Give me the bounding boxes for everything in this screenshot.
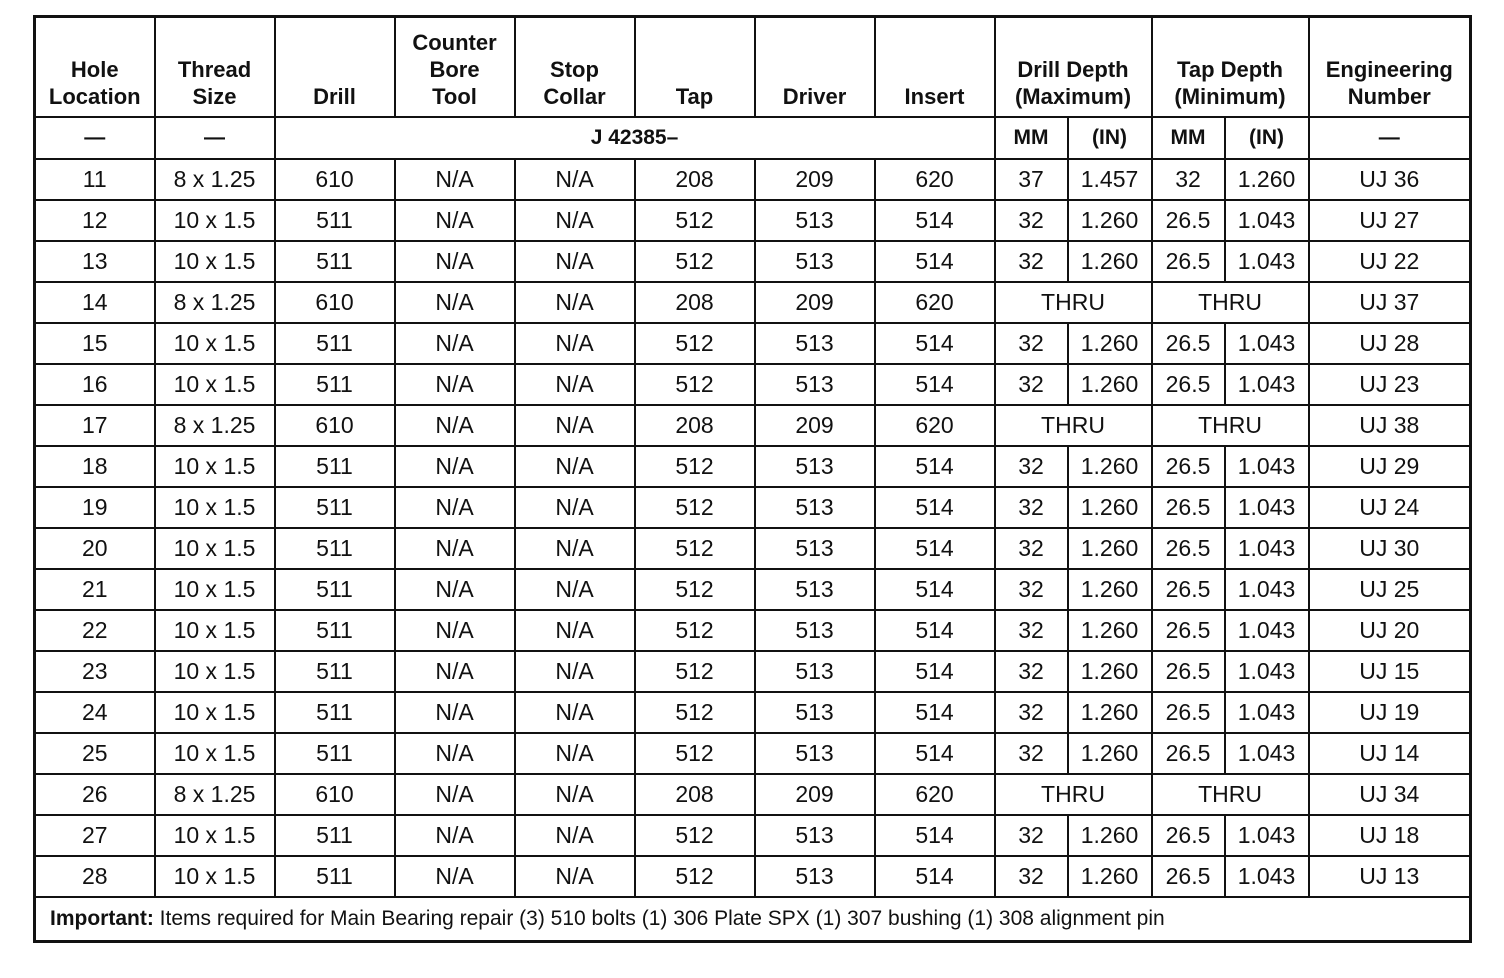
insert-cell: 514 xyxy=(875,692,995,733)
tap-depth-mm-cell: 26.5 xyxy=(1152,815,1225,856)
engineering-number-cell: UJ 15 xyxy=(1309,651,1471,692)
driver-cell: 513 xyxy=(755,815,875,856)
tap-cell: 512 xyxy=(635,692,755,733)
drill-depth-cell: THRU xyxy=(995,282,1152,323)
drill-cell: 511 xyxy=(275,323,395,364)
hole-location-cell: 18 xyxy=(35,446,155,487)
drill-depth-mm-cell: 32 xyxy=(995,651,1068,692)
engineering-number-cell: UJ 22 xyxy=(1309,241,1471,282)
tap-cell: 512 xyxy=(635,610,755,651)
driver-cell: 513 xyxy=(755,241,875,282)
table-row xyxy=(35,405,1471,446)
drill-depth-in-cell: 1.260 xyxy=(1068,241,1152,282)
drill-depth-in-cell: 1.260 xyxy=(1068,692,1152,733)
engineering-number-cell: UJ 25 xyxy=(1309,569,1471,610)
table-row xyxy=(35,487,1471,528)
tap-depth-cell: THRU xyxy=(1152,405,1309,446)
engineering-number-cell: UJ 28 xyxy=(1309,323,1471,364)
drill-depth-mm-cell: 32 xyxy=(995,733,1068,774)
hole-location-cell: 25 xyxy=(35,733,155,774)
column-header-line: Drill xyxy=(313,84,356,109)
thread-size-cell: 10 x 1.5 xyxy=(155,815,275,856)
subheader-row xyxy=(35,117,1471,159)
column-header-tap_depth xyxy=(1152,17,1309,118)
thread-size-cell: 10 x 1.5 xyxy=(155,241,275,282)
counter-bore-tool-cell: N/A xyxy=(395,364,515,405)
counter-bore-tool-cell: N/A xyxy=(395,405,515,446)
stop-collar-cell: N/A xyxy=(515,405,635,446)
tool-spec-table xyxy=(33,15,1472,943)
table-row xyxy=(35,692,1471,733)
insert-cell: 620 xyxy=(875,282,995,323)
drill-depth-cell: THRU xyxy=(995,405,1152,446)
tap-depth-in-cell: 1.260 xyxy=(1225,159,1309,200)
tap-depth-cell: THRU xyxy=(1152,774,1309,815)
insert-cell: 514 xyxy=(875,815,995,856)
insert-cell: 620 xyxy=(875,159,995,200)
table-row xyxy=(35,733,1471,774)
counter-bore-tool-cell: N/A xyxy=(395,733,515,774)
counter-bore-tool-cell: N/A xyxy=(395,815,515,856)
column-header-line: Drill Depth xyxy=(1017,57,1129,82)
tap-depth-in-cell: 1.043 xyxy=(1225,323,1309,364)
engineering-number-cell: UJ 38 xyxy=(1309,405,1471,446)
tap-cell: 512 xyxy=(635,569,755,610)
stop-collar-cell: N/A xyxy=(515,323,635,364)
tap-cell: 512 xyxy=(635,200,755,241)
engineering-number-cell: UJ 19 xyxy=(1309,692,1471,733)
tool-number-prefix: J 42385– xyxy=(275,117,995,159)
counter-bore-tool-cell: N/A xyxy=(395,241,515,282)
drill-cell: 511 xyxy=(275,651,395,692)
column-header-drill xyxy=(275,17,395,118)
counter-bore-tool-cell: N/A xyxy=(395,651,515,692)
drill-depth-mm-cell: 32 xyxy=(995,364,1068,405)
hole-location-cell: 20 xyxy=(35,528,155,569)
counter-bore-tool-cell: N/A xyxy=(395,528,515,569)
drill-depth-mm-label: MM xyxy=(995,117,1068,159)
drill-depth-cell: THRU xyxy=(995,774,1152,815)
drill-depth-mm-cell: 32 xyxy=(995,856,1068,897)
drill-depth-in-cell: 1.260 xyxy=(1068,446,1152,487)
drill-depth-in-cell: 1.260 xyxy=(1068,323,1152,364)
drill-depth-mm-cell: 32 xyxy=(995,569,1068,610)
driver-cell: 209 xyxy=(755,159,875,200)
drill-depth-mm-cell: 32 xyxy=(995,692,1068,733)
thread-size-cell: 10 x 1.5 xyxy=(155,692,275,733)
hole-location-cell: 14 xyxy=(35,282,155,323)
drill-cell: 511 xyxy=(275,856,395,897)
insert-cell: 514 xyxy=(875,364,995,405)
thread-size-cell: 8 x 1.25 xyxy=(155,774,275,815)
insert-cell: 514 xyxy=(875,651,995,692)
thread-size-cell: 10 x 1.5 xyxy=(155,323,275,364)
tap-depth-mm-cell: 26.5 xyxy=(1152,856,1225,897)
column-header-line: Hole xyxy=(70,57,119,82)
column-header-line: Location xyxy=(48,84,141,109)
tap-cell: 512 xyxy=(635,487,755,528)
stop-collar-cell: N/A xyxy=(515,815,635,856)
insert-cell: 514 xyxy=(875,200,995,241)
tap-depth-in-cell: 1.043 xyxy=(1225,200,1309,241)
insert-cell: 514 xyxy=(875,569,995,610)
driver-cell: 513 xyxy=(755,610,875,651)
tap-depth-mm-cell: 26.5 xyxy=(1152,487,1225,528)
thread-size-cell: 10 x 1.5 xyxy=(155,569,275,610)
tap-cell: 512 xyxy=(635,651,755,692)
hole-location-cell: 22 xyxy=(35,610,155,651)
thread-size-cell: 8 x 1.25 xyxy=(155,159,275,200)
column-header-hole xyxy=(35,17,155,118)
drill-depth-mm-cell: 32 xyxy=(995,487,1068,528)
tap-depth-in-label: (IN) xyxy=(1225,117,1309,159)
drill-cell: 511 xyxy=(275,815,395,856)
thread-size-cell: 10 x 1.5 xyxy=(155,651,275,692)
tap-depth-mm-cell: 26.5 xyxy=(1152,528,1225,569)
driver-cell: 513 xyxy=(755,528,875,569)
drill-depth-in-cell: 1.260 xyxy=(1068,487,1152,528)
drill-depth-mm-cell: 32 xyxy=(995,815,1068,856)
drill-cell: 511 xyxy=(275,487,395,528)
counter-bore-tool-cell: N/A xyxy=(395,774,515,815)
driver-cell: 513 xyxy=(755,364,875,405)
tap-depth-in-cell: 1.043 xyxy=(1225,569,1309,610)
drill-depth-mm-cell: 32 xyxy=(995,200,1068,241)
thread-size-cell: 8 x 1.25 xyxy=(155,405,275,446)
thread-size-cell: 10 x 1.5 xyxy=(155,200,275,241)
thread-size-cell: 10 x 1.5 xyxy=(155,733,275,774)
table-row xyxy=(35,323,1471,364)
important-note xyxy=(35,897,1471,942)
header-row xyxy=(35,17,1471,118)
stop-collar-cell: N/A xyxy=(515,569,635,610)
drill-cell: 511 xyxy=(275,692,395,733)
column-header-line: Number xyxy=(1347,84,1431,109)
driver-cell: 513 xyxy=(755,692,875,733)
column-header-line: (Minimum) xyxy=(1174,84,1286,109)
tap-cell: 512 xyxy=(635,446,755,487)
stop-collar-cell: N/A xyxy=(515,692,635,733)
column-header-thread xyxy=(155,17,275,118)
stop-collar-cell: N/A xyxy=(515,200,635,241)
drill-depth-in-cell: 1.260 xyxy=(1068,815,1152,856)
tap-cell: 512 xyxy=(635,528,755,569)
stop-collar-cell: N/A xyxy=(515,282,635,323)
thread-size-cell: 10 x 1.5 xyxy=(155,856,275,897)
table-row xyxy=(35,159,1471,200)
engineering-number-cell: UJ 34 xyxy=(1309,774,1471,815)
drill-depth-in-cell: 1.260 xyxy=(1068,364,1152,405)
counter-bore-tool-cell: N/A xyxy=(395,610,515,651)
drill-depth-mm-cell: 37 xyxy=(995,159,1068,200)
drill-cell: 511 xyxy=(275,569,395,610)
tap-depth-mm-cell: 26.5 xyxy=(1152,610,1225,651)
stop-collar-cell: N/A xyxy=(515,856,635,897)
drill-depth-in-cell: 1.260 xyxy=(1068,651,1152,692)
table-row xyxy=(35,282,1471,323)
engineering-number-cell: UJ 37 xyxy=(1309,282,1471,323)
drill-depth-mm-cell: 32 xyxy=(995,323,1068,364)
insert-cell: 514 xyxy=(875,241,995,282)
column-header-line: Bore xyxy=(429,57,480,82)
tap-cell: 208 xyxy=(635,282,755,323)
counter-bore-tool-cell: N/A xyxy=(395,692,515,733)
thread-size-cell: 10 x 1.5 xyxy=(155,364,275,405)
engineering-number-cell: UJ 30 xyxy=(1309,528,1471,569)
column-header-line: (Maximum) xyxy=(1014,84,1132,109)
subheader-hole-dash: — xyxy=(35,117,155,159)
column-header-line: Collar xyxy=(543,84,606,109)
tap-depth-in-cell: 1.043 xyxy=(1225,487,1309,528)
tap-depth-in-cell: 1.043 xyxy=(1225,364,1309,405)
insert-cell: 514 xyxy=(875,733,995,774)
drill-depth-in-cell: 1.260 xyxy=(1068,856,1152,897)
hole-location-cell: 21 xyxy=(35,569,155,610)
counter-bore-tool-cell: N/A xyxy=(395,200,515,241)
column-header-line: Tool xyxy=(432,84,477,109)
drill-cell: 610 xyxy=(275,282,395,323)
tap-cell: 512 xyxy=(635,815,755,856)
engineering-number-cell: UJ 29 xyxy=(1309,446,1471,487)
drill-cell: 610 xyxy=(275,159,395,200)
drill-depth-mm-cell: 32 xyxy=(995,241,1068,282)
hole-location-cell: 19 xyxy=(35,487,155,528)
tap-cell: 512 xyxy=(635,733,755,774)
driver-cell: 209 xyxy=(755,405,875,446)
counter-bore-tool-cell: N/A xyxy=(395,569,515,610)
insert-cell: 514 xyxy=(875,610,995,651)
insert-cell: 514 xyxy=(875,323,995,364)
driver-cell: 513 xyxy=(755,733,875,774)
tap-depth-in-cell: 1.043 xyxy=(1225,692,1309,733)
table-row xyxy=(35,446,1471,487)
insert-cell: 514 xyxy=(875,487,995,528)
tap-depth-mm-label: MM xyxy=(1152,117,1225,159)
engineering-number-cell: UJ 20 xyxy=(1309,610,1471,651)
column-header-insert xyxy=(875,17,995,118)
engineering-number-cell: UJ 27 xyxy=(1309,200,1471,241)
column-header-eng xyxy=(1309,17,1471,118)
column-header-counterbore xyxy=(395,17,515,118)
tap-depth-in-cell: 1.043 xyxy=(1225,651,1309,692)
tap-depth-cell: THRU xyxy=(1152,282,1309,323)
hole-location-cell: 24 xyxy=(35,692,155,733)
thread-size-cell: 10 x 1.5 xyxy=(155,610,275,651)
hole-location-cell: 28 xyxy=(35,856,155,897)
column-header-line: Tap Depth xyxy=(1177,57,1283,82)
hole-location-cell: 26 xyxy=(35,774,155,815)
driver-cell: 513 xyxy=(755,200,875,241)
driver-cell: 513 xyxy=(755,651,875,692)
column-header-stop xyxy=(515,17,635,118)
column-header-line: Engineering xyxy=(1325,57,1453,82)
stop-collar-cell: N/A xyxy=(515,159,635,200)
table-row xyxy=(35,569,1471,610)
tap-cell: 512 xyxy=(635,364,755,405)
hole-location-cell: 13 xyxy=(35,241,155,282)
spec-table-container xyxy=(33,15,1469,943)
note-label: Important: xyxy=(50,907,154,931)
insert-cell: 514 xyxy=(875,446,995,487)
drill-depth-in-cell: 1.457 xyxy=(1068,159,1152,200)
insert-cell: 620 xyxy=(875,405,995,446)
driver-cell: 513 xyxy=(755,323,875,364)
drill-depth-mm-cell: 32 xyxy=(995,610,1068,651)
tap-depth-in-cell: 1.043 xyxy=(1225,528,1309,569)
counter-bore-tool-cell: N/A xyxy=(395,446,515,487)
drill-cell: 511 xyxy=(275,610,395,651)
column-header-tap xyxy=(635,17,755,118)
stop-collar-cell: N/A xyxy=(515,733,635,774)
thread-size-cell: 10 x 1.5 xyxy=(155,446,275,487)
engineering-number-cell: UJ 14 xyxy=(1309,733,1471,774)
driver-cell: 209 xyxy=(755,282,875,323)
table-row xyxy=(35,364,1471,405)
table-row xyxy=(35,815,1471,856)
tap-cell: 512 xyxy=(635,856,755,897)
column-header-line: Size xyxy=(192,84,237,109)
stop-collar-cell: N/A xyxy=(515,487,635,528)
note-text: Items required for Main Bearing repair (3) 510 bolts (1) 306 Plate SPX (1) 307 bushing (1) 308 alignment pin xyxy=(153,907,1165,931)
column-header-line: Thread xyxy=(177,57,252,82)
tap-cell: 512 xyxy=(635,323,755,364)
stop-collar-cell: N/A xyxy=(515,774,635,815)
tap-depth-mm-cell: 26.5 xyxy=(1152,651,1225,692)
hole-location-cell: 12 xyxy=(35,200,155,241)
hole-location-cell: 23 xyxy=(35,651,155,692)
stop-collar-cell: N/A xyxy=(515,364,635,405)
drill-cell: 511 xyxy=(275,528,395,569)
table-row xyxy=(35,610,1471,651)
thread-size-cell: 8 x 1.25 xyxy=(155,282,275,323)
hole-location-cell: 17 xyxy=(35,405,155,446)
tap-depth-mm-cell: 26.5 xyxy=(1152,446,1225,487)
tap-cell: 208 xyxy=(635,774,755,815)
tap-depth-mm-cell: 26.5 xyxy=(1152,364,1225,405)
insert-cell: 514 xyxy=(875,856,995,897)
engineering-number-cell: UJ 13 xyxy=(1309,856,1471,897)
tap-depth-in-cell: 1.043 xyxy=(1225,610,1309,651)
column-header-line: Tap xyxy=(675,84,714,109)
driver-cell: 513 xyxy=(755,446,875,487)
tap-cell: 208 xyxy=(635,159,755,200)
drill-cell: 511 xyxy=(275,241,395,282)
drill-cell: 511 xyxy=(275,364,395,405)
tap-depth-in-cell: 1.043 xyxy=(1225,733,1309,774)
drill-cell: 511 xyxy=(275,200,395,241)
subheader-eng-dash: — xyxy=(1309,117,1471,159)
column-header-line: Counter xyxy=(412,30,497,55)
engineering-number-cell: UJ 36 xyxy=(1309,159,1471,200)
tap-depth-mm-cell: 26.5 xyxy=(1152,733,1225,774)
insert-cell: 620 xyxy=(875,774,995,815)
column-header-drill_depth xyxy=(995,17,1152,118)
column-header-line: Driver xyxy=(782,84,847,109)
table-row xyxy=(35,241,1471,282)
drill-depth-in-cell: 1.260 xyxy=(1068,610,1152,651)
drill-depth-in-cell: 1.260 xyxy=(1068,569,1152,610)
subheader-thread-dash: — xyxy=(155,117,275,159)
thread-size-cell: 10 x 1.5 xyxy=(155,528,275,569)
table-row xyxy=(35,856,1471,897)
tap-depth-in-cell: 1.043 xyxy=(1225,856,1309,897)
tap-cell: 512 xyxy=(635,241,755,282)
driver-cell: 209 xyxy=(755,774,875,815)
insert-cell: 514 xyxy=(875,528,995,569)
stop-collar-cell: N/A xyxy=(515,610,635,651)
hole-location-cell: 16 xyxy=(35,364,155,405)
tap-depth-mm-cell: 26.5 xyxy=(1152,692,1225,733)
engineering-number-cell: UJ 23 xyxy=(1309,364,1471,405)
driver-cell: 513 xyxy=(755,487,875,528)
column-header-driver xyxy=(755,17,875,118)
tap-depth-in-cell: 1.043 xyxy=(1225,241,1309,282)
drill-cell: 511 xyxy=(275,446,395,487)
drill-cell: 610 xyxy=(275,405,395,446)
driver-cell: 513 xyxy=(755,569,875,610)
drill-depth-mm-cell: 32 xyxy=(995,528,1068,569)
stop-collar-cell: N/A xyxy=(515,528,635,569)
note-row xyxy=(35,897,1471,942)
tap-depth-in-cell: 1.043 xyxy=(1225,815,1309,856)
hole-location-cell: 15 xyxy=(35,323,155,364)
tap-depth-mm-cell: 26.5 xyxy=(1152,323,1225,364)
table-row xyxy=(35,774,1471,815)
tap-depth-mm-cell: 26.5 xyxy=(1152,200,1225,241)
thread-size-cell: 10 x 1.5 xyxy=(155,487,275,528)
tap-depth-mm-cell: 32 xyxy=(1152,159,1225,200)
tap-cell: 208 xyxy=(635,405,755,446)
stop-collar-cell: N/A xyxy=(515,446,635,487)
stop-collar-cell: N/A xyxy=(515,651,635,692)
drill-depth-in-cell: 1.260 xyxy=(1068,200,1152,241)
counter-bore-tool-cell: N/A xyxy=(395,487,515,528)
table-row xyxy=(35,200,1471,241)
tap-depth-in-cell: 1.043 xyxy=(1225,446,1309,487)
drill-depth-in-cell: 1.260 xyxy=(1068,733,1152,774)
hole-location-cell: 11 xyxy=(35,159,155,200)
counter-bore-tool-cell: N/A xyxy=(395,323,515,364)
counter-bore-tool-cell: N/A xyxy=(395,159,515,200)
drill-cell: 511 xyxy=(275,733,395,774)
drill-depth-in-cell: 1.260 xyxy=(1068,528,1152,569)
column-header-line: Insert xyxy=(904,84,965,109)
column-header-line: Stop xyxy=(550,57,599,82)
driver-cell: 513 xyxy=(755,856,875,897)
drill-depth-in-label: (IN) xyxy=(1068,117,1152,159)
table-row xyxy=(35,528,1471,569)
tap-depth-mm-cell: 26.5 xyxy=(1152,241,1225,282)
counter-bore-tool-cell: N/A xyxy=(395,856,515,897)
engineering-number-cell: UJ 24 xyxy=(1309,487,1471,528)
drill-depth-mm-cell: 32 xyxy=(995,446,1068,487)
drill-cell: 610 xyxy=(275,774,395,815)
stop-collar-cell: N/A xyxy=(515,241,635,282)
hole-location-cell: 27 xyxy=(35,815,155,856)
counter-bore-tool-cell: N/A xyxy=(395,282,515,323)
engineering-number-cell: UJ 18 xyxy=(1309,815,1471,856)
table-row xyxy=(35,651,1471,692)
tap-depth-mm-cell: 26.5 xyxy=(1152,569,1225,610)
